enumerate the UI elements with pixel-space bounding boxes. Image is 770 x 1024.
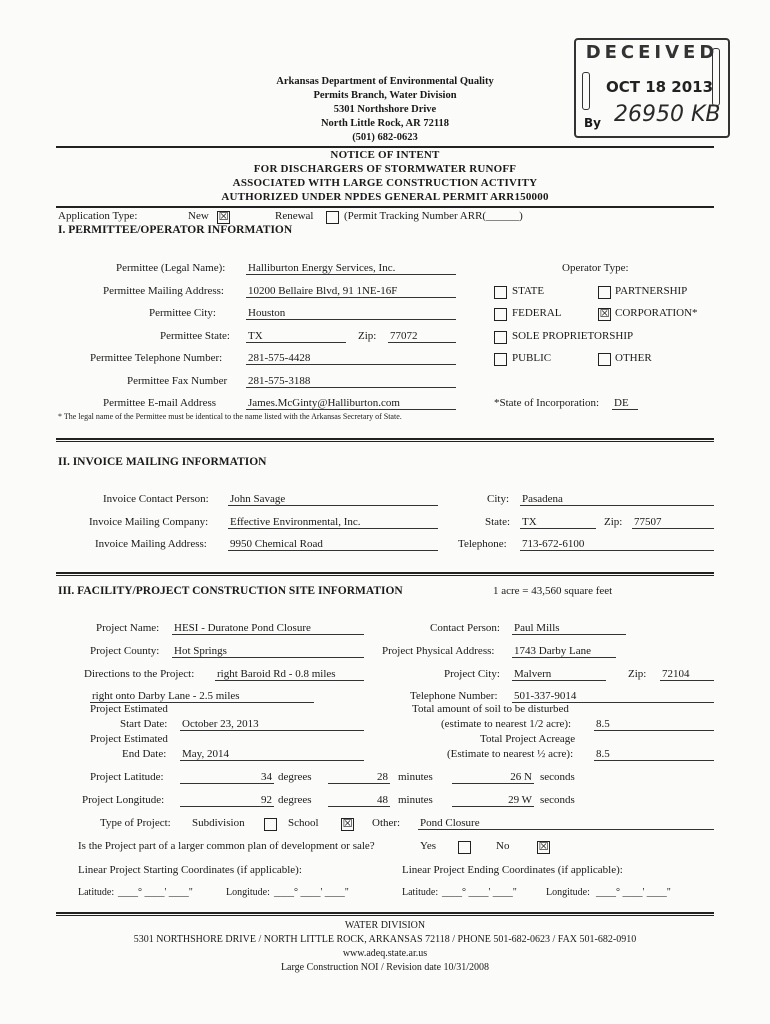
soil-disturbed-field[interactable]: 8.5 (594, 718, 714, 731)
end-date-label-1: Project Estimated (90, 733, 168, 745)
common-plan-yes-checkbox[interactable] (458, 841, 471, 854)
permittee-phone-field[interactable]: 281-575-4428 (246, 352, 456, 365)
form-title: NOTICE OF INTENT (330, 149, 440, 161)
project-type-label: Type of Project: (100, 817, 171, 829)
project-city-field[interactable]: Malvern (512, 668, 606, 681)
longitude-seconds-field[interactable]: 29 W (452, 794, 534, 807)
common-plan-no-checkbox[interactable]: ☒ (538, 840, 549, 853)
invoice-state-field[interactable]: TX (520, 516, 596, 529)
section-1-rule (56, 438, 714, 440)
project-telephone-label: Telephone Number: (410, 690, 498, 702)
operator-partnership-checkbox[interactable] (598, 286, 611, 299)
latitude-seconds-unit: seconds (540, 771, 575, 783)
invoice-company-field[interactable]: Effective Environmental, Inc. (228, 516, 438, 529)
invoice-city-label: City: (487, 493, 510, 505)
permittee-phone-label: Permittee Telephone Number: (90, 352, 223, 364)
linear-end-latitude-field[interactable]: ____° ____' ____" (442, 887, 517, 898)
project-physical-address-field[interactable]: 1743 Darby Lane (512, 645, 616, 658)
latitude-minutes-field[interactable]: 28 (328, 771, 390, 784)
permittee-city-field[interactable]: Houston (246, 307, 456, 320)
footer-address: 5301 NORTHSHORE DRIVE / NORTH LITTLE ROCK, ARKANSAS 72118 / PHONE 501-682-0623 / FAX 501-682-0910 (133, 934, 637, 945)
invoice-address-label: Invoice Mailing Address: (95, 538, 207, 550)
project-physical-address-label: Project Physical Address: (382, 645, 495, 657)
permittee-fax-label: Permittee Fax Number (127, 375, 228, 387)
latitude-seconds-field[interactable]: 26 N (452, 771, 534, 784)
longitude-degrees-field[interactable]: 92 (180, 794, 274, 807)
project-contact-field[interactable]: Paul Mills (512, 622, 626, 635)
form-subtitle-2: ASSOCIATED WITH LARGE CONSTRUCTION ACTIVITY (232, 177, 538, 189)
permittee-legal-name-label: Permittee (Legal Name): (116, 262, 226, 274)
permittee-city-label: Permittee City: (149, 307, 216, 319)
permittee-mailing-field[interactable]: 10200 Bellaire Blvd, 91 1NE-16F (246, 285, 456, 298)
project-type-subdivision-label: Subdivision (192, 817, 245, 829)
section-2-rule-double (56, 575, 714, 576)
stamp-date: OCT 18 2013 (606, 78, 714, 96)
start-date-label-2: Start Date: (120, 718, 168, 730)
permittee-legal-name-field[interactable]: Halliburton Energy Services, Inc. (246, 262, 456, 275)
latitude-degrees-unit: degrees (278, 771, 312, 783)
operator-other-label: OTHER (615, 352, 652, 364)
operator-corporation-checkbox[interactable]: ☒ (599, 307, 610, 320)
linear-start-label: Linear Project Starting Coordinates (if applicable): (78, 864, 302, 876)
permittee-state-field[interactable]: TX (246, 330, 346, 343)
invoice-contact-label: Invoice Contact Person: (103, 493, 209, 505)
longitude-seconds-unit: seconds (540, 794, 575, 806)
invoice-address-field[interactable]: 9950 Chemical Road (228, 538, 438, 551)
linear-end-label: Linear Project Ending Coordinates (if applicable): (402, 864, 623, 876)
section-2-rule (56, 572, 714, 574)
common-plan-question: Is the Project part of a larger common plan of development or sale? (78, 840, 375, 852)
header-rule-top (56, 146, 714, 148)
operator-federal-label: FEDERAL (512, 307, 562, 319)
invoice-phone-label: Telephone: (458, 538, 507, 550)
stamp-signature: 26950 KB (614, 102, 721, 127)
project-contact-label: Contact Person: (430, 622, 500, 634)
end-date-field[interactable]: May, 2014 (180, 748, 364, 761)
state-of-incorporation-label: *State of Incorporation: (494, 397, 600, 409)
longitude-minutes-unit: minutes (398, 794, 433, 806)
operator-partnership-label: PARTNERSHIP (615, 285, 688, 297)
stamp-title: DECEIVED (585, 42, 719, 63)
linear-start-longitude-field[interactable]: ____° ____' ____" (274, 887, 349, 898)
linear-start-latitude-field[interactable]: ____° ____' ____" (118, 887, 193, 898)
permittee-mailing-label: Permittee Mailing Address: (103, 285, 224, 297)
permittee-zip-field[interactable]: 77072 (388, 330, 456, 343)
app-type-new-checkbox[interactable]: ☒ (218, 210, 229, 223)
footer-revision: Large Construction NOI / Revision date 10/31/2008 (280, 962, 490, 973)
form-subtitle-1: FOR DISCHARGERS OF STORMWATER RUNOFF (253, 163, 517, 175)
operator-public-checkbox[interactable] (494, 353, 507, 366)
common-plan-yes-label: Yes (420, 840, 437, 852)
latitude-minutes-unit: minutes (398, 771, 433, 783)
project-telephone-field[interactable]: 501-337-9014 (512, 690, 714, 703)
agency-phone: (501) 682-0623 (352, 132, 418, 143)
linear-start-longitude-label: Longitude: (226, 887, 270, 898)
project-type-other-label: Other: (372, 817, 401, 829)
agency-street: 5301 Northshore Drive (333, 104, 437, 115)
project-type-school-checkbox[interactable]: ☒ (342, 817, 353, 830)
operator-federal-checkbox[interactable] (494, 308, 507, 321)
stamp-by-label: By (584, 116, 601, 130)
project-latitude-label: Project Latitude: (90, 771, 164, 783)
invoice-company-label: Invoice Mailing Company: (89, 516, 209, 528)
legal-name-footnote: * The legal name of the Permittee must be identical to the name listed with the Arkansas Secretary of State. (58, 412, 402, 421)
total-acreage-field[interactable]: 8.5 (594, 748, 714, 761)
section-2-heading: II. INVOICE MAILING INFORMATION (58, 456, 267, 468)
section-3-heading: III. FACILITY/PROJECT CONSTRUCTION SITE INFORMATION (58, 585, 403, 597)
app-type-renewal-label: Renewal (275, 210, 314, 222)
invoice-zip-field[interactable]: 77507 (632, 516, 714, 529)
start-date-field[interactable]: October 23, 2013 (180, 718, 364, 731)
footer-website[interactable]: www.adeq.state.ar.us (342, 948, 428, 959)
project-directions-label: Directions to the Project: (84, 668, 195, 680)
operator-other-checkbox[interactable] (598, 353, 611, 366)
project-type-school-label: School (288, 817, 319, 829)
form-subtitle-3: AUTHORIZED UNDER NPDES GENERAL PERMIT ARR150000 (221, 191, 549, 203)
invoice-city-field[interactable]: Pasadena (520, 493, 714, 506)
application-type-label: Application Type: (58, 210, 138, 222)
footer-division: WATER DIVISION (344, 920, 426, 931)
end-date-label-2: End Date: (122, 748, 167, 760)
linear-end-latitude-label: Latitude: (402, 887, 439, 898)
invoice-state-label: State: (485, 516, 511, 528)
soil-disturbed-label-1: Total amount of soil to be disturbed (412, 703, 569, 715)
operator-type-label: Operator Type: (562, 262, 629, 274)
operator-state-checkbox[interactable] (494, 286, 507, 299)
project-zip-field[interactable]: 72104 (660, 668, 714, 681)
footer-rule (56, 912, 714, 914)
project-name-label: Project Name: (96, 622, 160, 634)
linear-end-longitude-field[interactable]: ____° ____' ____" (596, 887, 671, 898)
footer-rule-double (56, 915, 714, 916)
app-type-new-label: New (188, 210, 209, 222)
operator-sole-proprietorship-label: SOLE PROPRIETORSHIP (512, 330, 634, 342)
total-acreage-label-2: (Estimate to nearest ½ acre): (447, 748, 574, 760)
linear-end-longitude-label: Longitude: (546, 887, 590, 898)
operator-sole-proprietorship-checkbox[interactable] (494, 331, 507, 344)
project-type-subdivision-checkbox[interactable] (264, 818, 277, 831)
agency-name: Arkansas Department of Environmental Quality (276, 76, 494, 87)
project-longitude-label: Project Longitude: (82, 794, 165, 806)
total-acreage-label-1: Total Project Acreage (480, 733, 576, 745)
header-rule-bottom (56, 206, 714, 208)
permittee-email-label: Permittee E-mail Address (103, 397, 217, 409)
invoice-contact-field[interactable]: John Savage (228, 493, 438, 506)
start-date-label-1: Project Estimated (90, 703, 168, 715)
project-directions-field-2[interactable]: right onto Darby Lane - 2.5 miles (90, 690, 314, 703)
linear-start-latitude-label: Latitude: (78, 887, 115, 898)
latitude-degrees-field[interactable]: 34 (180, 771, 274, 784)
project-county-field[interactable]: Hot Springs (172, 645, 364, 658)
invoice-phone-field[interactable]: 713-672-6100 (520, 538, 714, 551)
project-type-other-field[interactable]: Pond Closure (418, 817, 714, 830)
project-directions-field-1[interactable]: right Baroid Rd - 0.8 miles (215, 668, 364, 681)
agency-branch: Permits Branch, Water Division (313, 90, 457, 101)
operator-state-label: STATE (512, 285, 545, 297)
permittee-state-label: Permittee State: (160, 330, 230, 342)
permit-tracking-number: (Permit Tracking Number ARR(______) (344, 210, 523, 222)
permittee-email-field[interactable]: James.McGinty@Halliburton.com (246, 397, 456, 410)
section-1-heading: I. PERMITTEE/OPERATOR INFORMATION (58, 224, 293, 236)
project-city-label: Project City: (444, 668, 500, 680)
acre-conversion-note: 1 acre = 43,560 square feet (493, 585, 613, 597)
common-plan-no-label: No (496, 840, 510, 852)
section-1-rule-double (56, 441, 714, 442)
operator-public-label: PUBLIC (512, 352, 552, 364)
permittee-zip-label: Zip: (358, 330, 377, 342)
operator-corporation-label: CORPORATION* (615, 307, 698, 319)
project-zip-label: Zip: (628, 668, 647, 680)
state-of-incorporation-field[interactable]: DE (612, 397, 638, 410)
invoice-zip-label: Zip: (604, 516, 623, 528)
soil-disturbed-label-2: (estimate to nearest 1/2 acre): (441, 718, 572, 730)
agency-city: North Little Rock, AR 72118 (320, 118, 450, 129)
permittee-fax-field[interactable]: 281-575-3188 (246, 375, 456, 388)
longitude-minutes-field[interactable]: 48 (328, 794, 390, 807)
app-type-renewal-checkbox[interactable] (326, 211, 339, 224)
project-name-field[interactable]: HESI - Duratone Pond Closure (172, 622, 364, 635)
project-county-label: Project County: (90, 645, 160, 657)
longitude-degrees-unit: degrees (278, 794, 312, 806)
